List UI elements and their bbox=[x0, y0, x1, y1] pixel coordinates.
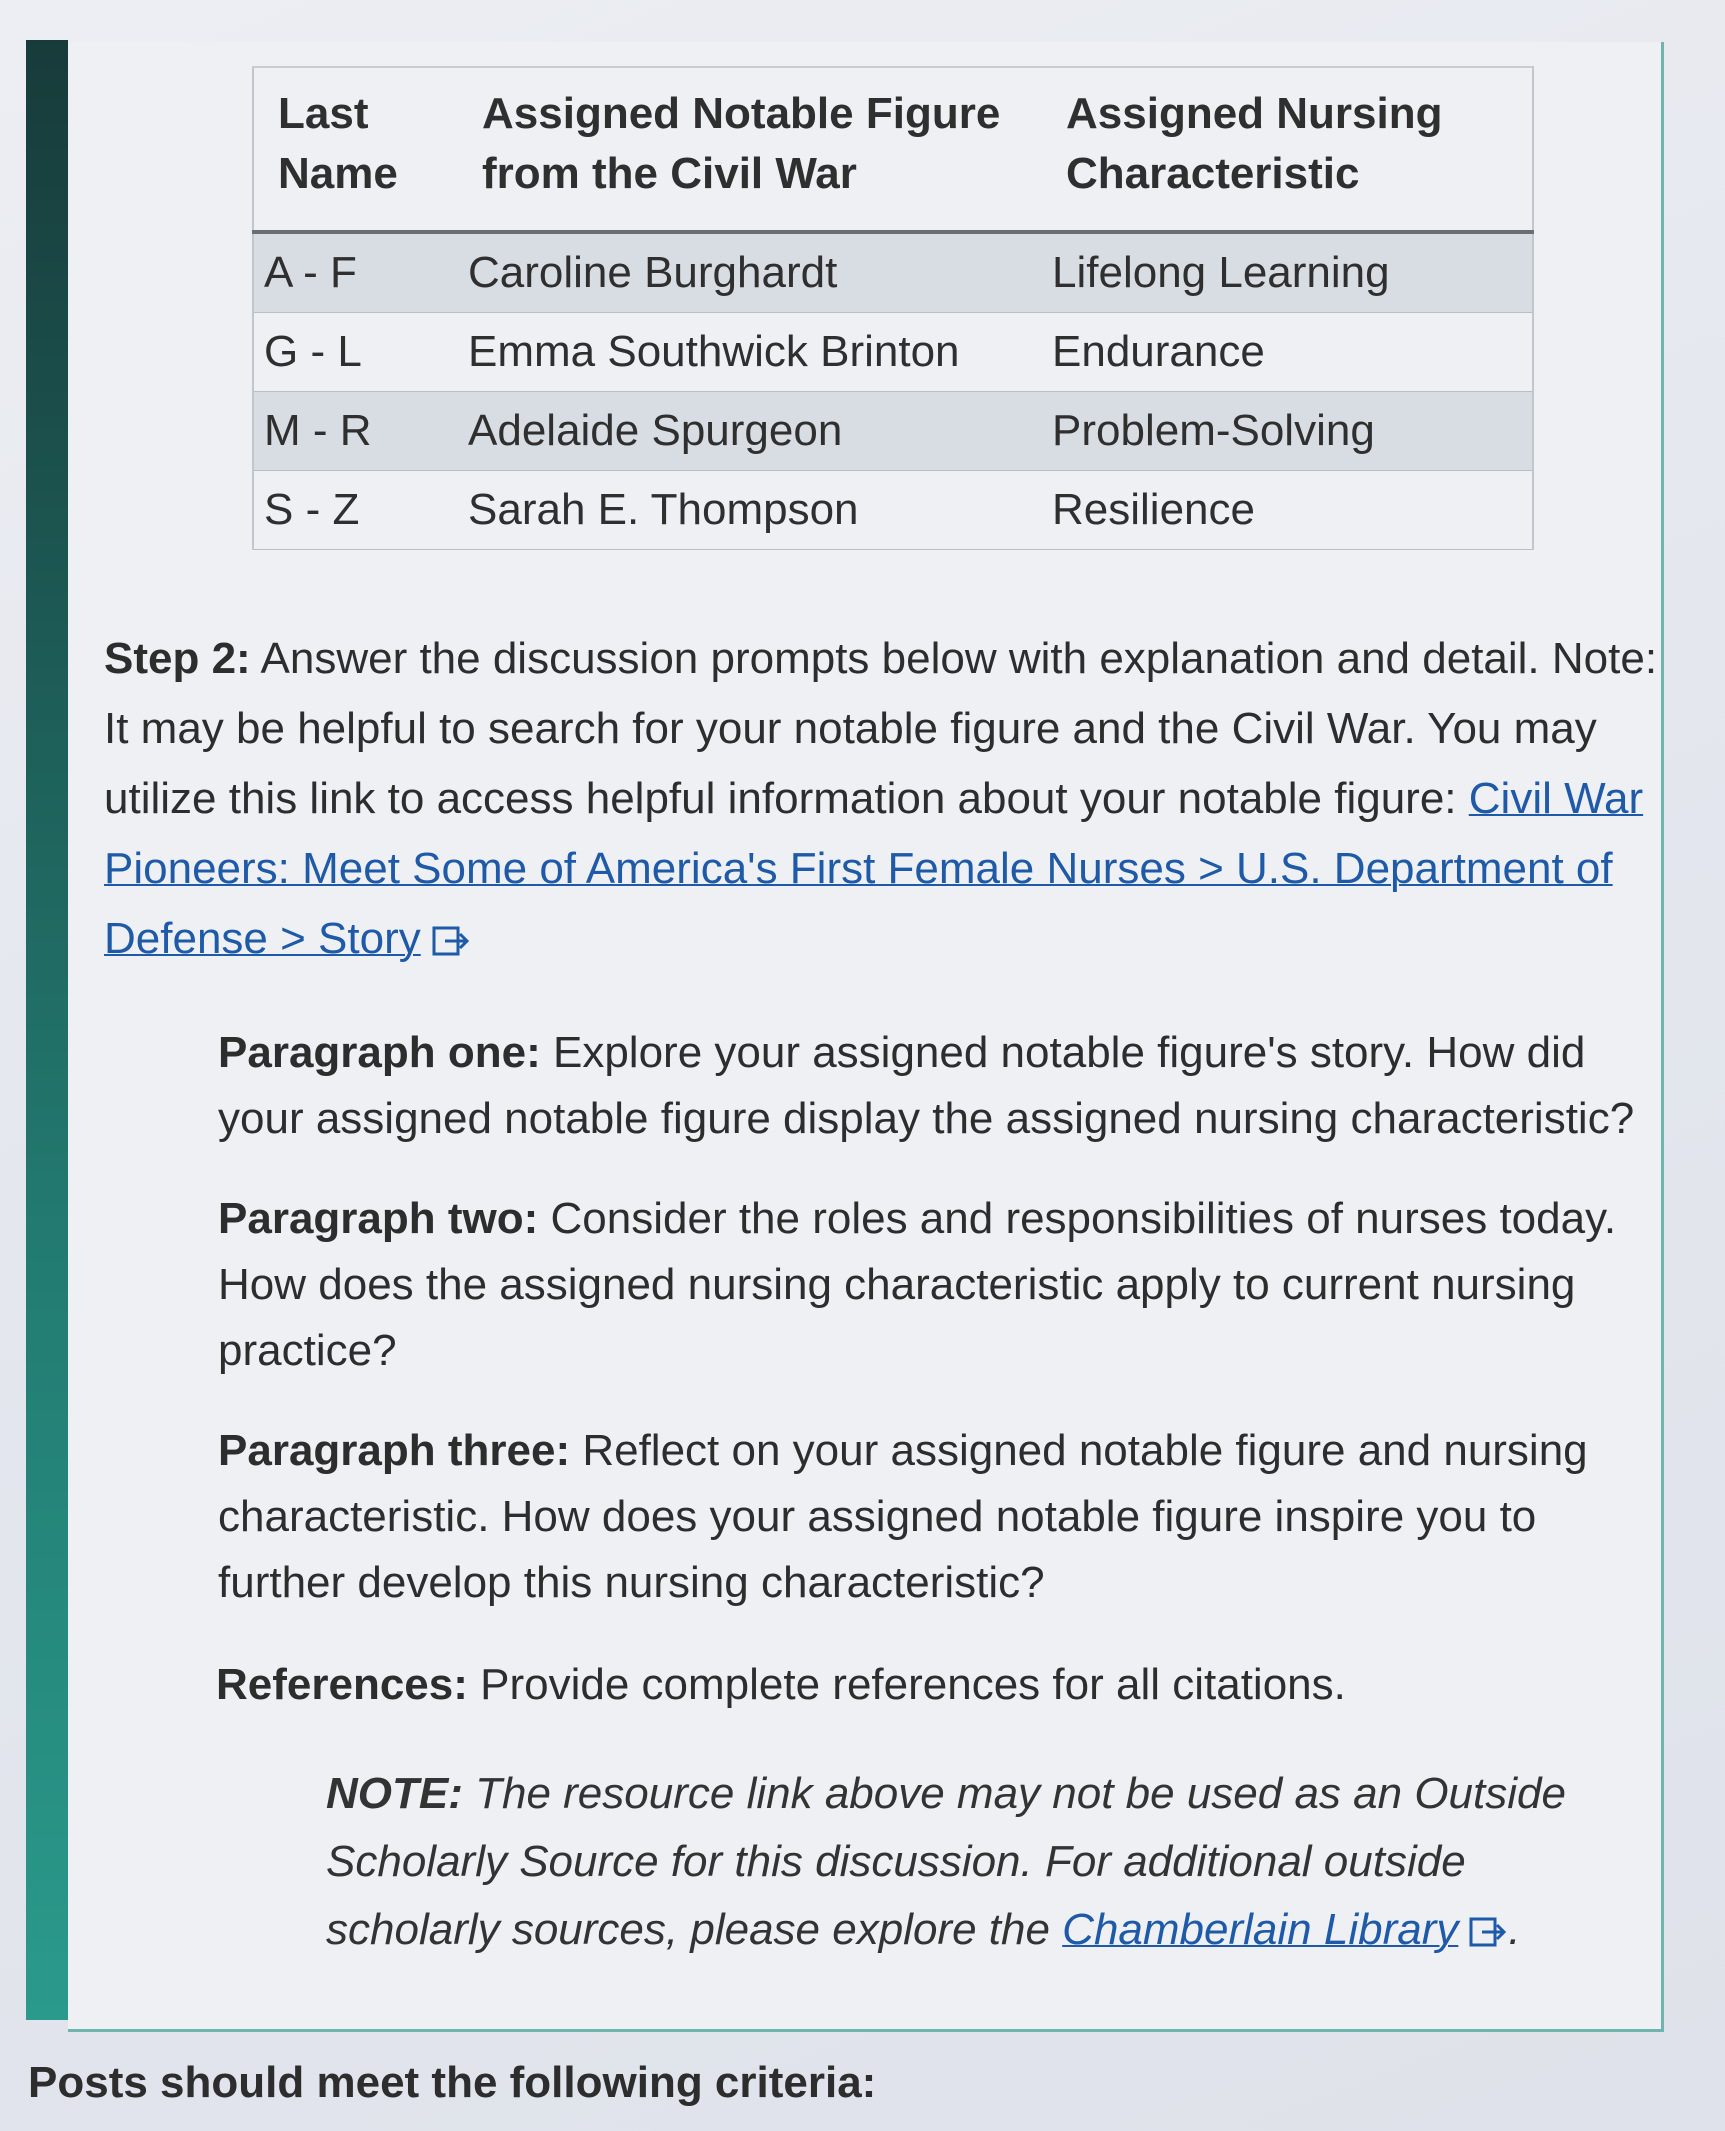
step-two-label: Step 2: bbox=[104, 634, 251, 683]
cell-notable-figure: Emma Southwick Brinton bbox=[458, 313, 1042, 392]
step-two-text: Answer the discussion prompts below with explanation and detail. Note: It may be helpful to search for your notable figure and the Civil War. You may utilize this link to access helpful information about your notable figure: bbox=[104, 634, 1658, 823]
table-row bbox=[253, 392, 1533, 471]
table-header-row bbox=[253, 67, 1533, 232]
external-link-icon[interactable] bbox=[1468, 1915, 1508, 1949]
cell-name-range: M - R bbox=[253, 392, 458, 471]
paragraph-one-label: Paragraph one: bbox=[218, 1028, 541, 1077]
paragraph-two-prompt bbox=[218, 1186, 1658, 1384]
header-figure-line2: from the Civil War bbox=[482, 149, 857, 198]
assignment-table bbox=[252, 66, 1534, 550]
header-nursing-characteristic bbox=[1042, 67, 1533, 232]
cell-notable-figure: Caroline Burghardt bbox=[458, 232, 1042, 313]
header-figure-line1: Assigned Notable Figure bbox=[482, 89, 1001, 138]
references-prompt bbox=[216, 1652, 1656, 1718]
criteria-heading: Posts should meet the following criteria: bbox=[28, 2058, 877, 2107]
paragraph-three-label: Paragraph three: bbox=[218, 1426, 571, 1475]
cell-notable-figure: Adelaide Spurgeon bbox=[458, 392, 1042, 471]
civil-war-pioneers-link[interactable]: Civil War Pioneers: Meet Some of America's First Female Nurses > U.S. Department of Defense > Story bbox=[104, 774, 1644, 963]
paragraph-two-text: Consider the roles and responsibilities of nurses today. How does the assigned nursing characteristic apply to current nursing practice? bbox=[218, 1194, 1617, 1375]
references-label: References: bbox=[216, 1660, 468, 1709]
table-row bbox=[253, 313, 1533, 392]
paragraph-one-text: Explore your assigned notable figure's story. How did your assigned notable figure display the assigned nursing characteristic? bbox=[218, 1028, 1635, 1143]
references-text: Provide complete references for all citations. bbox=[467, 1660, 1346, 1709]
chamberlain-library-link[interactable]: Chamberlain Library bbox=[1062, 1905, 1459, 1954]
header-notable-figure bbox=[458, 67, 1042, 232]
external-link-icon[interactable] bbox=[431, 924, 471, 958]
cell-name-range: A - F bbox=[253, 232, 458, 313]
note-text: The resource link above may not be used as an Outside Scholarly Source for this discussion. For additional outside scholarly sources, please explore the bbox=[326, 1769, 1566, 1954]
assignment-table-container bbox=[252, 66, 1534, 550]
cell-notable-figure: Sarah E. Thompson bbox=[458, 471, 1042, 550]
left-accent-bar bbox=[26, 40, 68, 2020]
table-row bbox=[253, 471, 1533, 550]
header-last-name-line2: Name bbox=[278, 149, 398, 198]
paragraph-three-prompt bbox=[218, 1418, 1658, 1616]
note-label: NOTE: bbox=[326, 1769, 463, 1818]
cell-characteristic: Endurance bbox=[1042, 313, 1533, 392]
header-characteristic-line2: Characteristic bbox=[1066, 149, 1360, 198]
note-trailing-period: . bbox=[1508, 1905, 1521, 1954]
cell-name-range: G - L bbox=[253, 313, 458, 392]
cell-characteristic: Problem-Solving bbox=[1042, 392, 1533, 471]
step-two-instructions bbox=[104, 624, 1664, 974]
paragraph-one-prompt bbox=[218, 1020, 1658, 1152]
table-row bbox=[253, 232, 1533, 313]
paragraph-three-text: Reflect on your assigned notable figure and nursing characteristic. How does your assigned notable figure inspire you to further develop this nursing characteristic? bbox=[218, 1426, 1588, 1607]
cell-characteristic: Resilience bbox=[1042, 471, 1533, 550]
header-last-name bbox=[253, 67, 458, 232]
header-last-name-line1: Last bbox=[278, 89, 369, 138]
paragraph-two-label: Paragraph two: bbox=[218, 1194, 539, 1243]
cell-name-range: S - Z bbox=[253, 471, 458, 550]
resource-note bbox=[326, 1760, 1626, 1964]
cell-characteristic: Lifelong Learning bbox=[1042, 232, 1533, 313]
header-characteristic-line1: Assigned Nursing bbox=[1066, 89, 1443, 138]
